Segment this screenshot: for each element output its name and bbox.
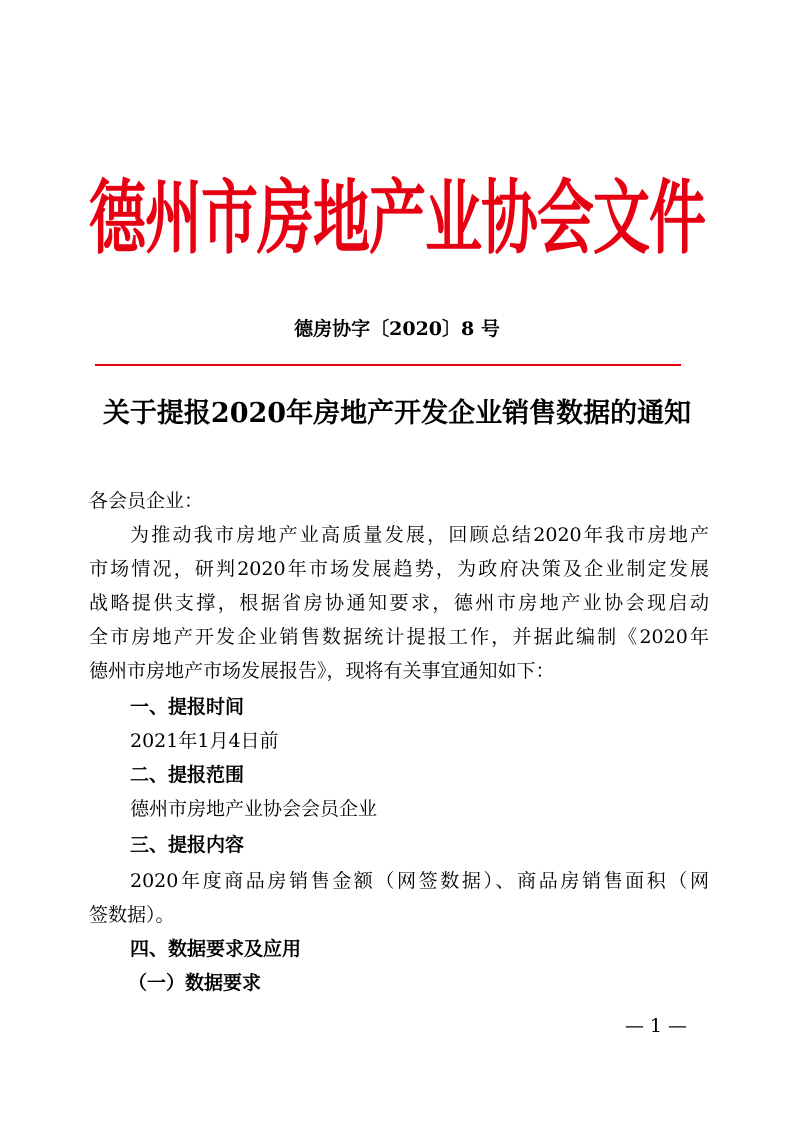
section-heading-scope: 二、提报范围 <box>130 764 245 786</box>
salutation-text: 各会员企业： <box>89 490 204 512</box>
red-divider <box>95 364 681 366</box>
document-number: 德房协字〔2020〕8 号 <box>294 318 500 340</box>
intro-line: 全市房地产开发企业销售数据统计提报工作，并据此编制《2020年 <box>89 626 709 648</box>
section-heading-requirements: 四、数据要求及应用 <box>130 938 302 960</box>
subsection-heading-data: （一）数据要求 <box>128 972 262 994</box>
notice-title: 关于提报2020年房地产开发企业销售数据的通知 <box>102 398 692 429</box>
section-heading-time: 一、提报时间 <box>130 696 245 718</box>
salutation <box>89 484 709 518</box>
intro-paragraph <box>89 518 709 688</box>
section-content-content <box>89 864 709 932</box>
content-line: 签数据）。 <box>89 904 175 926</box>
document-masthead: 德州市房地产业协会文件 <box>89 170 705 267</box>
section-heading-content: 三、提报内容 <box>130 834 245 856</box>
intro-line: 德州市房地产市场发展报告》，现将有关事宜通知如下： <box>89 660 555 682</box>
intro-line: 战略提供支撑，根据省房协通知要求，德州市房地产业协会现启动 <box>89 592 709 614</box>
intro-line: 为推动我市房地产业高质量发展，回顾总结2020年我市房地产 <box>130 524 709 546</box>
page-number: — 1 — <box>624 1015 687 1037</box>
content-line: 2020年度商品房销售金额（网签数据）、商品房销售面积（网 <box>130 870 709 892</box>
section-content-time: 2021年1月4日前 <box>130 730 279 752</box>
section-content-scope: 德州市房地产业协会会员企业 <box>130 798 378 820</box>
intro-line: 市场情况，研判2020年市场发展趋势，为政府决策及企业制定发展 <box>89 558 709 580</box>
